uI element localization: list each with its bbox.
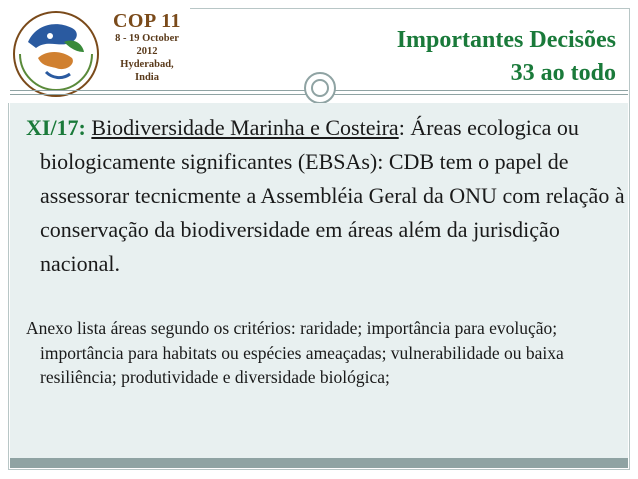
logo-event: COP 11 xyxy=(112,10,181,32)
decision-name: Biodiversidade Marinha e Costeira xyxy=(91,115,399,140)
logo-city: Hyderabad, xyxy=(120,59,174,70)
annex-paragraph: Anexo lista áreas segundo os critérios: raridade; importância para evolução; importância para habitats ou espécies ameaçadas; vulnerabilidade ou baixa resiliência; produtividade e diversidade biológica; xyxy=(26,318,564,387)
footer-bar xyxy=(10,458,628,468)
cop11-logo xyxy=(0,0,190,103)
decision-code: XI/17: xyxy=(26,115,86,140)
cop11-emblem-icon xyxy=(6,2,106,102)
slide-content xyxy=(10,103,628,458)
logo-dates: 8 - 19 October xyxy=(115,33,179,44)
decision-paragraph xyxy=(26,111,626,281)
logo-year: 2012 xyxy=(136,46,158,57)
slide-title xyxy=(397,24,616,90)
title-line-1: Importantes Decisões xyxy=(396,27,616,53)
divider-circle-icon xyxy=(304,72,336,104)
decision-description: : Áreas ecologica ou biologicamente significantes (EBSAs): CDB tem o papel de assessorar tecnicmente a Assembléia Geral da ONU com relação à conservação da biodiversidade em áreas além da jurisdição nacional. xyxy=(40,115,625,276)
logo-country: India xyxy=(135,72,159,83)
cop11-logo-text xyxy=(108,10,186,84)
title-line-2: 33 ao todo xyxy=(510,60,616,86)
divider-circle-inner xyxy=(311,79,329,97)
